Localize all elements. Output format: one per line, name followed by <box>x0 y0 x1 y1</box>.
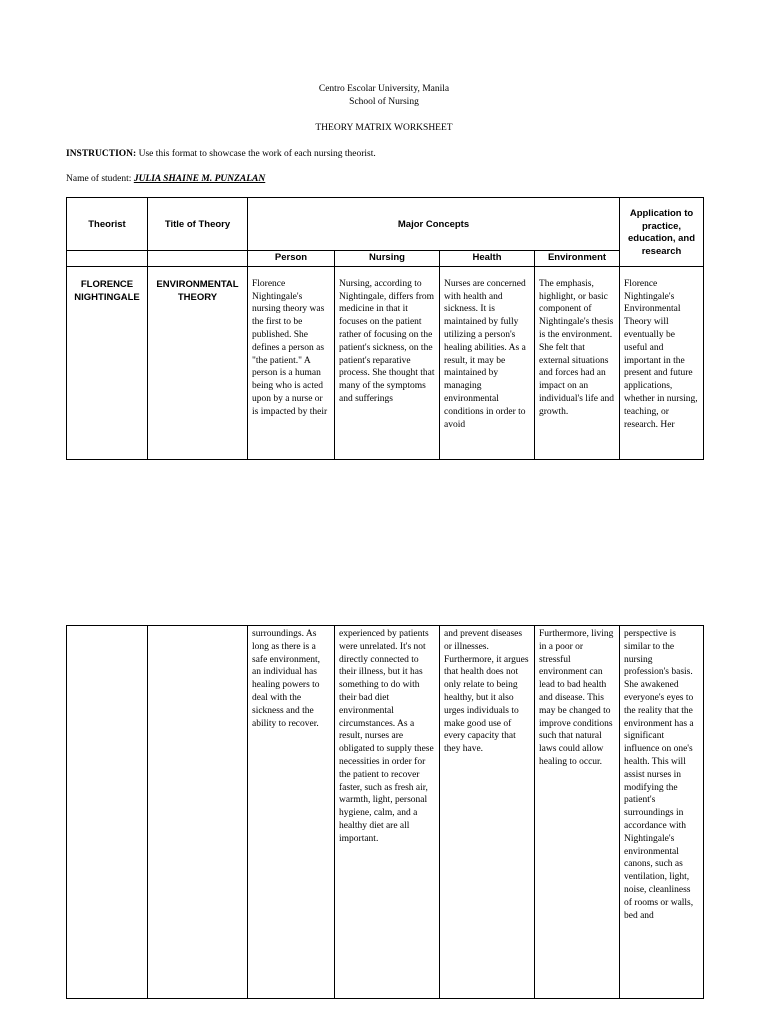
theory-matrix-table-continued <box>66 625 704 999</box>
application-cell: Florence Nightingale's Environmental Theory will eventually be useful and important in the present and future applications, whether in nursing, teaching, or research. Her <box>620 266 704 459</box>
health-cell: and prevent diseases or illnesses. Furthermore, it argues that health does not only relate to being healthy, but it also urges individuals to make good use of every capacity that they have. <box>440 626 535 999</box>
subheader-health: Health <box>440 251 535 267</box>
empty-cell <box>67 251 148 267</box>
environment-cell: Furthermore, living in a poor or stressful environment can lead to bad health and disease. This may be changed to improve conditions such that natural laws could allow healing to occur. <box>535 626 620 999</box>
empty-cell <box>148 251 248 267</box>
instruction-line <box>66 149 376 159</box>
header-title-of-theory: Title of Theory <box>148 198 248 251</box>
student-label: Name of student: <box>66 174 132 184</box>
theory-matrix-table <box>66 197 704 460</box>
subheader-person: Person <box>248 251 335 267</box>
instruction-text: Use this format to showcase the work of each nursing theorist. <box>138 149 376 159</box>
university-name: Centro Escolar University, Manila <box>318 84 450 94</box>
header-theorist: Theorist <box>67 198 148 251</box>
application-cell: perspective is similar to the nursing profession's basis. She awakened everyone's eyes to the reality that the environment has a significant influence on one's health. This will assist nurses in modifying the patient's surroundings in accordance with Nightingale's environmental canons, such as ventilation, light, noise, cleanliness of rooms or walls, bed and <box>620 626 704 999</box>
health-cell: Nurses are concerned with health and sickness. It is maintained by fully utilizing a person's healing abilities. As a result, it may be maintained by managing environmental conditions in order to avoid <box>440 266 535 459</box>
header-major-concepts: Major Concepts <box>248 198 620 251</box>
nursing-cell: experienced by patients were unrelated. It's not directly connected to their illness, but it has something to do with their bad diet environmental circumstances. As a result, nurses are obligated to supply these necessities in order for the patient to recover faster, such as fresh air, warmth, light, personal hygiene, calm, and a healthy diet are all important. <box>335 626 440 999</box>
school-name: School of Nursing <box>349 97 419 107</box>
subheader-nursing: Nursing <box>335 251 440 267</box>
environment-cell: The emphasis, highlight, or basic component of Nightingale's thesis is the environment. She felt that external situations and forces had an impact on an individual's life and growth. <box>535 266 620 459</box>
header-application: Application to practice, education, and research <box>620 198 704 267</box>
empty-cell <box>67 626 148 999</box>
nursing-cell: Nursing, according to Nightingale, differs from medicine in that it focuses on the patient rather of focusing on the patient's sickness, on the patient's reparative process. She thought that many of the symptoms and sufferings <box>335 266 440 459</box>
worksheet-title: THEORY MATRIX WORKSHEET <box>315 123 453 133</box>
theorist-cell: FLORENCE NIGHTINGALE <box>67 266 148 459</box>
person-cell: surroundings. As long as there is a safe environment, an individual has healing powers to deal with the sickness and the ability to recover. <box>248 626 335 999</box>
student-line <box>66 174 265 184</box>
person-cell: Florence Nightingale's nursing theory was the first to be published. She defines a person as "the patient." A person is a human being who is acted upon by a nurse or is impacted by their <box>248 266 335 459</box>
subheader-environment: Environment <box>535 251 620 267</box>
empty-cell <box>148 626 248 999</box>
student-name: JULIA SHAINE M. PUNZALAN <box>133 174 266 184</box>
title-cell: ENVIRONMENTAL THEORY <box>148 266 248 459</box>
instruction-label: INSTRUCTION: <box>66 149 137 159</box>
